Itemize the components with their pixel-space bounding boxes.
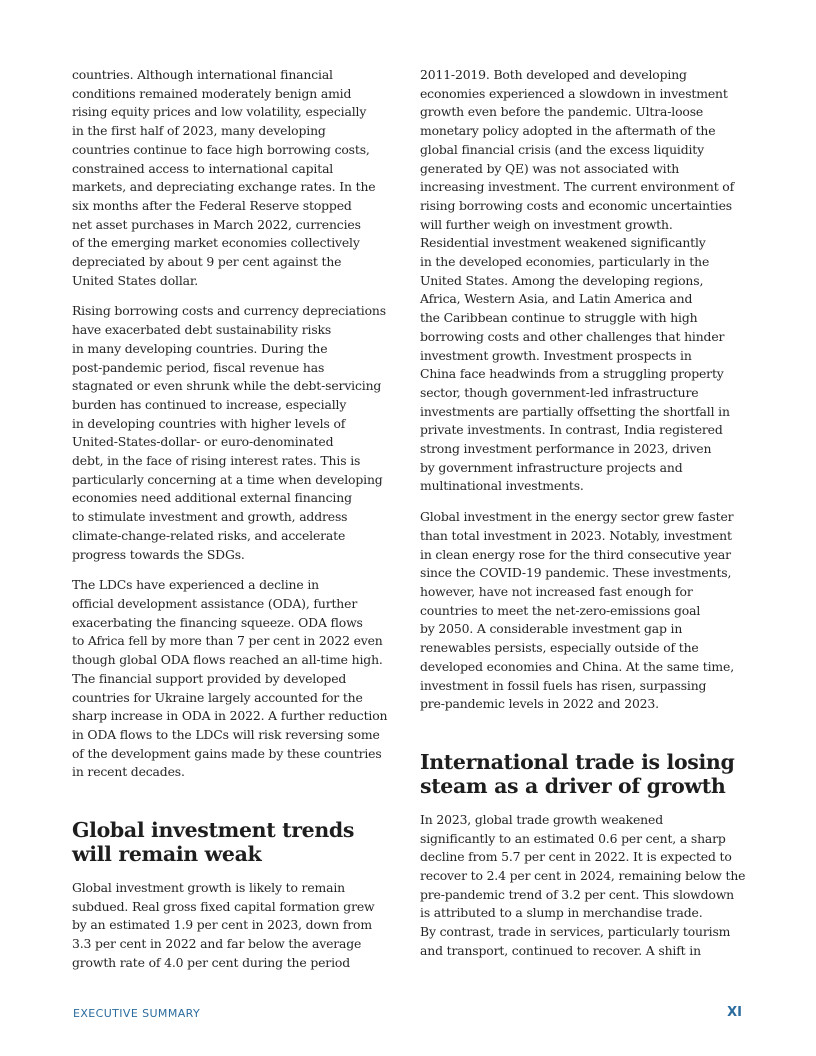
text-line: Global investment growth is likely to remain — [72, 880, 345, 896]
text-line: Africa, Western Asia, and Latin America and — [420, 291, 693, 307]
text-line: growth rate of 4.0 per cent during the period — [72, 954, 350, 970]
text-line: significantly to an estimated 0.6 per cent, a sharp — [420, 830, 726, 846]
paragraph-energy-investment — [420, 508, 750, 714]
left-column — [72, 66, 402, 985]
text-line: of the development gains made by these countries — [72, 745, 382, 761]
text-line: By contrast, trade in services, particularly tourism — [420, 924, 731, 940]
text-line: countries for Ukraine largely accounted for the — [72, 689, 363, 705]
text-line: stagnated or even shrunk while the debt-servicing — [72, 378, 382, 394]
text-line: China face headwinds from a struggling property — [420, 366, 724, 382]
text-line: Rising borrowing costs and currency depreciations — [72, 303, 386, 319]
text-line: to Africa fell by more than 7 per cent in 2022 even — [72, 633, 383, 649]
right-column — [420, 66, 750, 973]
text-line: 3.3 per cent in 2022 and far below the average — [72, 936, 362, 952]
text-line: United States dollar. — [72, 272, 199, 288]
text-line: particularly concerning at a time when developing — [72, 471, 383, 487]
text-line: countries. Although international financial — [72, 67, 333, 82]
text-line: debt, in the face of rising interest rates. This is — [72, 453, 361, 469]
text-line: private investments. In contrast, India registered — [420, 422, 723, 438]
footer-section-label: EXECUTIVE SUMMARY — [73, 1007, 201, 1020]
text-line: in many developing countries. During the — [72, 340, 328, 356]
text-line: renewables persists, especially outside of the — [420, 640, 699, 656]
text-line: in the first half of 2023, many developing — [72, 123, 326, 139]
text-line: increasing investment. The current environment of — [420, 179, 735, 195]
text-line: in ODA flows to the LDCs will risk reversing some — [72, 726, 380, 742]
text-line: countries to meet the net-zero-emissions goal — [420, 602, 701, 618]
text-line: however, have not increased fast enough for — [420, 583, 693, 599]
text-line: economies need additional external financing — [72, 490, 352, 506]
text-line: The LDCs have experienced a decline in — [72, 577, 319, 593]
text-line: developed economies and China. At the same time, — [420, 658, 734, 674]
paragraph-investment-slowdown — [420, 66, 750, 496]
text-line: rising equity prices and low volatility, especially — [72, 104, 367, 120]
heading-global-investment — [72, 818, 402, 866]
text-line: by an estimated 1.9 per cent in 2023, down from — [72, 917, 372, 933]
text-line: decline from 5.7 per cent in 2022. It is expected to — [420, 849, 732, 865]
text-line: by 2050. A considerable investment gap in — [420, 621, 683, 637]
text-line: generated by QE) was not associated with — [420, 160, 680, 176]
text-line: 2011-2019. Both developed and developing — [420, 67, 687, 82]
text-line: of the emerging market economies collectively — [72, 235, 360, 251]
text-line: subdued. Real gross fixed capital formation grew — [72, 898, 375, 914]
text-line: multinational investments. — [420, 478, 584, 494]
text-line: conditions remained moderately benign amid — [72, 85, 352, 101]
text-line: progress towards the SDGs. — [72, 546, 245, 562]
paragraph-trade-growth — [420, 811, 750, 961]
text-line: steam as a driver of growth — [420, 773, 726, 798]
text-line: in developing countries with higher levels of — [72, 415, 346, 431]
text-line: the Caribbean continue to struggle with high — [420, 310, 698, 326]
text-line: growth even before the pandemic. Ultra-loose — [420, 104, 704, 120]
text-line: to stimulate investment and growth, address — [72, 509, 348, 525]
heading-international-trade — [420, 750, 750, 798]
text-line: have exacerbated debt sustainability risks — [72, 322, 332, 338]
text-line: constrained access to international capital — [72, 160, 334, 176]
text-line: sector, though government-led infrastructure — [420, 384, 699, 400]
text-line: net asset purchases in March 2022, currencies — [72, 216, 361, 232]
text-line: United States. Among the developing regions, — [420, 272, 704, 288]
text-line: in recent decades. — [72, 764, 185, 780]
text-line: since the COVID-19 pandemic. These investments, — [420, 565, 732, 581]
text-line: sharp increase in ODA in 2022. A further reduction — [72, 708, 388, 724]
text-line: economies experienced a slowdown in investment — [420, 85, 728, 101]
text-line: pre-pandemic trend of 3.2 per cent. This slowdown — [420, 886, 734, 902]
text-line: Global investment trends — [72, 818, 355, 843]
text-line: six months after the Federal Reserve stopped — [72, 197, 352, 213]
text-line: United-States-dollar- or euro-denominated — [72, 434, 334, 450]
text-line: strong investment performance in 2023, driven — [420, 441, 712, 457]
text-line: recover to 2.4 per cent in 2024, remaining below the — [420, 868, 746, 884]
text-line: In 2023, global trade growth weakened — [420, 811, 663, 827]
text-line: in the developed economies, particularly in the — [420, 254, 710, 270]
text-line: is attributed to a slump in merchandise trade. — [420, 905, 703, 921]
text-line: climate-change-related risks, and accelerate — [72, 527, 346, 543]
text-line: and transport, continued to recover. A shift in — [420, 942, 701, 958]
text-line: borrowing costs and other challenges that hinder — [420, 328, 725, 344]
text-line: markets, and depreciating exchange rates. In the — [72, 179, 376, 195]
text-line: will remain weak — [72, 842, 262, 867]
text-line: by government infrastructure projects and — [420, 459, 683, 475]
text-line: depreciated by about 9 per cent against the — [72, 254, 342, 270]
text-line: countries continue to face high borrowing costs, — [72, 141, 370, 157]
text-line: Residential investment weakened significantly — [420, 235, 706, 251]
page-number: XI — [727, 1005, 742, 1020]
text-line: investment growth. Investment prospects in — [420, 347, 692, 363]
text-line: in clean energy rose for the third consecutive year — [420, 546, 731, 562]
text-line: monetary policy adopted in the aftermath of the — [420, 123, 716, 139]
paragraph-financial-conditions — [72, 66, 402, 290]
paragraph-debt-sustainability — [72, 302, 402, 564]
text-line: than total investment in 2023. Notably, investment — [420, 527, 732, 543]
text-line: global financial crisis (and the excess liquidity — [420, 141, 704, 157]
text-line: burden has continued to increase, especially — [72, 396, 347, 412]
paragraph-oda-decline — [72, 576, 402, 782]
text-line: will further weigh on investment growth. — [420, 216, 673, 232]
text-line: post-pandemic period, fiscal revenue has — [72, 359, 325, 375]
text-line: pre-pandemic levels in 2022 and 2023. — [420, 696, 659, 712]
text-line: exacerbating the financing squeeze. ODA flows — [72, 614, 363, 630]
text-line: official development assistance (ODA), further — [72, 595, 358, 611]
text-line: rising borrowing costs and economic uncertainties — [420, 197, 732, 213]
text-line: investment in fossil fuels has risen, surpassing — [420, 677, 707, 693]
paragraph-investment-growth — [72, 879, 402, 973]
text-line: investments are partially offsetting the shortfall in — [420, 403, 730, 419]
text-line: The financial support provided by developed — [72, 670, 347, 686]
text-line: Global investment in the energy sector grew faster — [420, 509, 734, 525]
text-line: International trade is losing — [420, 749, 735, 774]
text-line: though global ODA flows reached an all-time high. — [72, 652, 383, 668]
